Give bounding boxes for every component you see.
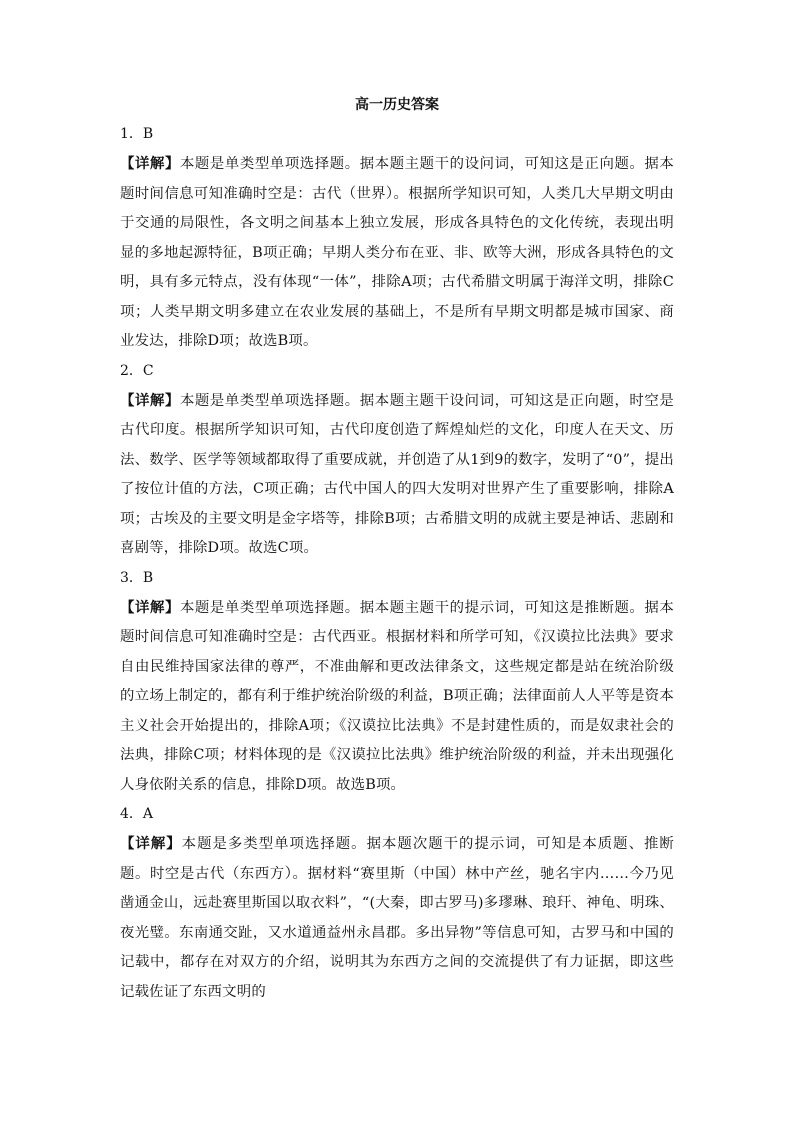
document-title: 高一历史答案 [355, 97, 439, 113]
detail-tag: 【详解】 [120, 598, 180, 616]
answer-explanation [120, 829, 674, 1007]
answer-explanation [120, 149, 674, 357]
answer-explanation [120, 386, 674, 564]
explanation-text: 本题是多类型单项选择题。据本题次题干的提示词，可知是本质题、推断题。时空是古代（东西方）。据材料“赛里斯（中国）林中产丝，驰名宇内……今乃见凿通金山，远赴赛里斯国以取衣料”，“(大秦，即古罗马)多璆琳、琅玕、神龟、明珠、夜光璧。东南通交趾，又水道通益州永昌郡。多出异物”等信息可知，古罗马和中国的记载中，都存在对双方的介绍，说明其为东西方之间的交流提供了有力证据，即这些记载佐证了东西文明的 [120, 836, 674, 1000]
answer-explanation [120, 593, 674, 801]
answer-number: 4．A [120, 806, 154, 822]
answer-item-3 [120, 564, 674, 801]
detail-tag: 【详解】 [120, 155, 180, 172]
answer-number: 1．B [120, 126, 154, 142]
detail-tag: 【详解】 [120, 835, 182, 852]
answer-item-2 [120, 357, 674, 564]
explanation-text: 本题是单类型单项选择题。据本题主题干的提示词，可知这是推断题。据本题时间信息可知准确时空是：古代西亚。根据材料和所学可知，《汉谟拉比法典》要求自由民维持国家法律的尊严，不准曲解和更改法律条文，这些规定都是站在统治阶级的立场上制定的，都有利于维护统治阶级的利益，B项正确；法律面前人人平等是资本主义社会开始提出的，排除A项；《汉谟拉比法典》不是封建性质的，而是奴隶社会的法典，排除C项；材料体现的是《汉谟拉比法典》维护统治阶级的利益，并未出现强化人身依附关系的信息，排除D项。故选B项。 [120, 599, 674, 793]
answer-item-4 [120, 800, 674, 1007]
explanation-text: 本题是单类型单项选择题。据本题主题干设问词，可知这是正向题，时空是古代印度。根据所学知识可知，古代印度创造了辉煌灿烂的文化，印度人在天文、历法、数学、医学等领域都取得了重要成就，并创造了从1到9的数字，发明了“0”，提出了按位计值的方法，C项正确；古代中国人的四大发明对世界产生了重要影响，排除A项；古埃及的主要文明是金字塔等，排除B项；古希腊文明的成就主要是神话、悲剧和喜剧等，排除D项。故选C项。 [120, 392, 674, 556]
answer-number: 3．B [120, 569, 154, 586]
answer-item-1 [120, 120, 674, 357]
detail-tag: 【详解】 [120, 391, 180, 409]
explanation-text: 本题是单类型单项选择题。据本题主题干的设问词，可知这是正向题。据本题时间信息可知准确时空是：古代（世界）。根据所学知识可知，人类几大早期文明由于交通的局限性，各文明之间基本上独立发展，形成各具特色的文化传统，表现出明显的多地起源特征，B项正确；早期人类分布在亚、非、欧等大洲，形成各具特色的文明，具有多元特点，没有体现“一体”，排除A项；古代希腊文明属于海洋文明，排除C项；人类早期文明多建立在农业发展的基础上，不是所有早期文明都是城市国家、商业发达，排除D项；故选B项。 [120, 156, 674, 349]
answer-number: 2．C [120, 362, 154, 379]
